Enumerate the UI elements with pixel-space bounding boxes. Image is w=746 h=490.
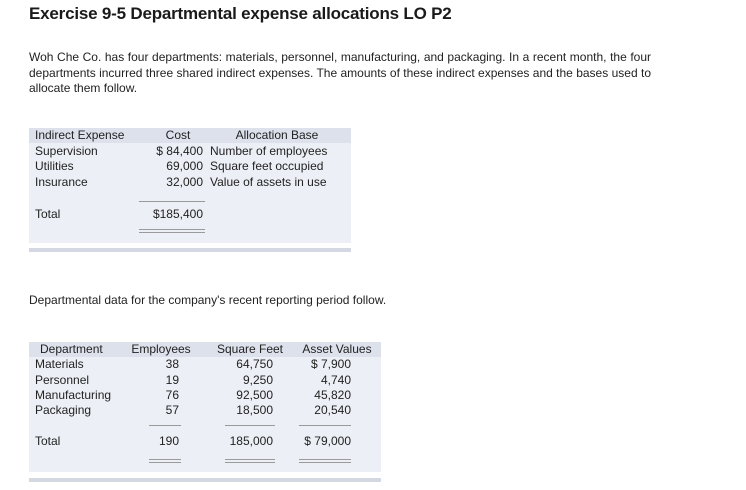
employees-double-rule-top [149, 459, 181, 460]
header-department: Department [40, 342, 103, 356]
total-assets: $ 79,000 [304, 434, 351, 448]
row-dept-packaging: Packaging [35, 403, 92, 417]
row-assets-manufacturing: 45,820 [314, 388, 351, 402]
row-sqft-packaging: 18,500 [236, 403, 273, 417]
row-assets-personnel: 4,740 [320, 373, 351, 387]
row-expense-insurance: Insurance [35, 175, 88, 189]
departmental-data-table [29, 342, 381, 487]
table-bottom-bar [29, 248, 351, 252]
row-expense-utilities: Utilities [35, 159, 74, 173]
sqft-double-rule-bottom [225, 462, 275, 463]
row-employees-materials: 38 [165, 357, 179, 371]
total-double-rule-bottom [139, 232, 205, 233]
total-double-rule-top [139, 229, 205, 230]
employees-double-rule-bottom [149, 462, 181, 463]
row-dept-manufacturing: Manufacturing [35, 388, 112, 402]
total-label: Total [35, 434, 61, 448]
assets-double-rule-top [299, 459, 351, 460]
subtotal-rule [139, 201, 205, 202]
row-sqft-personnel: 9,250 [242, 373, 273, 387]
row-expense-supervision: Supervision [35, 144, 98, 158]
row-assets-materials: $ 7,900 [310, 357, 351, 371]
assets-subtotal-rule [299, 425, 351, 426]
row-employees-packaging: 57 [165, 403, 179, 417]
employees-subtotal-rule [149, 425, 181, 426]
header-indirect-expense: Indirect Expense [35, 128, 125, 142]
row-base-supervision: Number of employees [210, 144, 328, 158]
total-label: Total [35, 207, 61, 221]
row-cost-supervision: $ 84,400 [156, 144, 203, 158]
sqft-double-rule-top [225, 459, 275, 460]
sqft-subtotal-rule [225, 425, 275, 426]
header-cost: Cost [165, 128, 191, 142]
exercise-title: Exercise 9-5 Departmental expense allocations LO P2 [29, 4, 452, 23]
header-allocation-base: Allocation Base [235, 128, 319, 142]
assets-double-rule-bottom [299, 462, 351, 463]
row-sqft-manufacturing: 92,500 [236, 388, 273, 402]
departmental-data-paragraph: Departmental data for the company's recent reporting period follow. [29, 293, 387, 307]
total-employees: 190 [158, 434, 179, 448]
header-asset-values: Asset Values [302, 342, 372, 356]
total-cost: $185,400 [152, 207, 203, 221]
indirect-expenses-table [29, 128, 351, 258]
row-assets-packaging: 20,540 [314, 403, 351, 417]
row-dept-materials: Materials [35, 357, 84, 371]
intro-paragraph: Woh Che Co. has four departments: materials, personnel, manufacturing, and packaging. In a recent month, the four departments incurred three shared indirect expenses. The amounts of these indirect expenses and the bases used to allocate them follow. [29, 50, 651, 95]
header-square-feet: Square Feet [216, 342, 284, 356]
row-cost-insurance: 32,000 [166, 175, 203, 189]
header-employees: Employees [131, 342, 191, 356]
row-cost-utilities: 69,000 [166, 159, 203, 173]
row-dept-personnel: Personnel [35, 373, 90, 387]
row-employees-manufacturing: 76 [165, 388, 179, 402]
row-sqft-materials: 64,750 [236, 357, 273, 371]
row-base-utilities: Square feet occupied [210, 159, 324, 173]
row-employees-personnel: 19 [165, 373, 179, 387]
row-base-insurance: Value of assets in use [210, 175, 327, 189]
table-bottom-bar [29, 478, 381, 482]
total-sqft: 185,000 [229, 434, 273, 448]
